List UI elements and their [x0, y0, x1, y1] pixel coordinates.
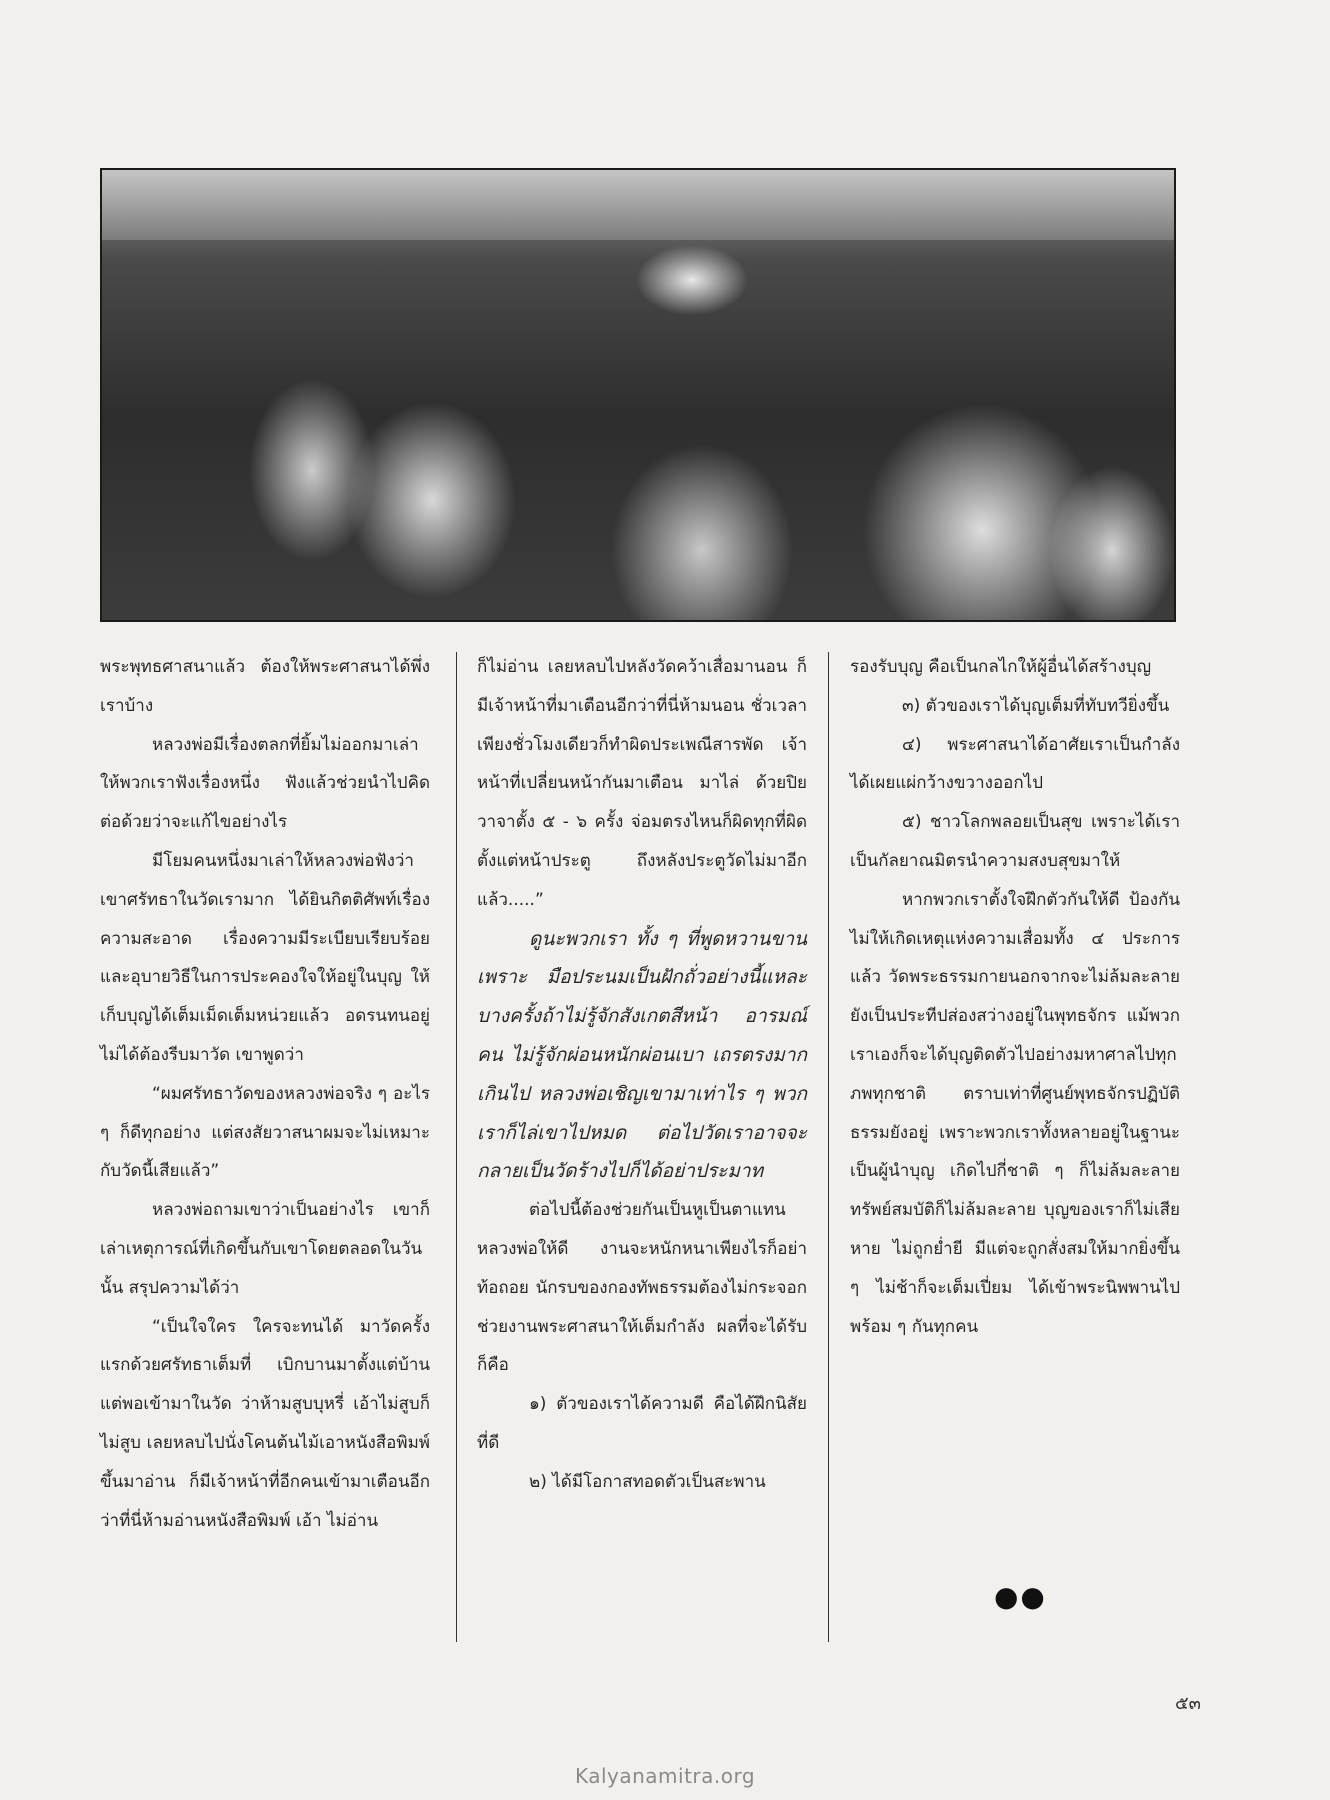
page-number: ๕๓ [1175, 1693, 1201, 1714]
photo-background [102, 170, 1174, 240]
paragraph: ต่อไปนี้ต้องช่วยกันเป็นหูเป็นตาแทนหลวงพ่อให้ดี งานจะหนักหนาเพียงไรก็อย่าท้อถอย นักรบของกองทัพธรรมต้องไม่กระจอก ช่วยงานพระศาสนาให้เต็มกำลัง ผลที่จะได้รับก็คือ [477, 1200, 807, 1376]
ceremony-photo [100, 168, 1176, 622]
column-divider [828, 652, 829, 1642]
text-column-1 [100, 648, 430, 1540]
column-divider [456, 652, 457, 1642]
paragraph: หากพวกเราตั้งใจฝึกตัวกันให้ดี ป้องกันไม่ให้เกิดเหตุแห่งความเสื่อมทั้ง ๔ ประการแล้ว วัดพระธรรมกายนอกจากจะไม่ล้มละลาย ยังเป็นประทีปส่องสว่างอยู่ในพุทธจักร แม้พวกเราเองก็จะได้บุญติดตัวไปอย่างมหาศาลไปทุกภพทุกชาติ ตราบเท่าที่ศูนย์พุทธจักรปฏิบัติธรรมยังอยู่ เพราะพวกเราทั้งหลายอยู่ในฐานะเป็นผู้นำบุญ เกิดไปกี่ชาติ ๆ ก็ไม่ล้มละลาย ทรัพย์สมบัติก็ไม่ล้มละลาย บุญของเราก็ไม่เสียหาย ไม่ถูกย่ำยี มีแต่จะถูกสั่งสมให้มากยิ่งขึ้น ๆ ไม่ช้าก็จะเต็มเปี่ยม ได้เข้าพระนิพพานไปพร้อม ๆ กันทุกคน [850, 889, 1180, 1337]
end-mark: ●● [994, 1580, 1047, 1613]
italic-paragraph: ดูนะพวกเรา ทั้ง ๆ ที่พูดหวานขานเพราะ มือประนมเป็นฝักถั่วอย่างนี้แหละ บางครั้งถ้าไม่รู้จักสังเกตสีหน้า อารมณ์คน ไม่รู้จักผ่อนหนักผ่อนเบา เถรตรงมากเกินไป หลวงพ่อเชิญเขามาเท่าไร ๆ พวกเราก็ไล่เขาไปหมด ต่อไปวัดเราอาจจะกลายเป็นวัดร้างไปก็ได้อย่าประมาท [477, 927, 807, 1183]
list-item: ๓) ตัวของเราได้บุญเต็มที่ทับทวียิ่งขึ้น [902, 695, 1170, 716]
paragraph: หลวงพ่อถามเขาว่าเป็นอย่างไร เขาก็เล่าเหตุการณ์ที่เกิดขึ้นกับเขาโดยตลอดในวันนั้น สรุปความได้ว่า [100, 1200, 430, 1298]
watermark: Kalyanamitra.org [574, 1764, 756, 1788]
paragraph: “ผมศรัทธาวัดของหลวงพ่อจริง ๆ อะไร ๆ ก็ดีทุกอย่าง แต่สงสัยวาสนาผมจะไม่เหมาะกับวัดนี้เสียแล้ว” [100, 1083, 430, 1182]
paragraph: รองรับบุญ คือเป็นกลไกให้ผู้อื่นได้สร้างบุญ [850, 657, 1152, 677]
paragraph: ก็ไม่อ่าน เลยหลบไปหลังวัดคว้าเสื่อมานอน ก็มีเจ้าหน้าที่มาเตือนอีกว่าที่นี่ห้ามนอน ชั่วเวลาเพียงชั่วโมงเดียวก็ทำผิดประเพณีสารพัด เจ้าหน้าที่เปลี่ยนหน้ากันมาเตือน มาไล่ ด้วยปิยวาจาตั้ง ๕ - ๖ ครั้ง จ่อมตรงไหนก็ผิดทุกที่ผิดตั้งแต่หน้าประตู ถึงหลังประตูวัดไม่มาอีกแล้ว.....” [477, 657, 807, 910]
list-item: ๕) ชาวโลกพลอยเป็นสุข เพราะได้เราเป็นกัลยาณมิตรนำความสงบสุขมาให้ [850, 812, 1180, 871]
list-item: ๔) พระศาสนาได้อาศัยเราเป็นกำลัง ได้เผยแผ่กว้างขวางออกไป [850, 734, 1180, 794]
text-column-2 [477, 648, 807, 1502]
paragraph: มีโยมคนหนึ่งมาเล่าให้หลวงพ่อฟังว่า เขาศรัทธาในวัดเรามาก ได้ยินกิตติศัพท์เรื่องความสะอาด เรื่องความมีระเบียบเรียบร้อย และอุบายวิธีในการประคองใจให้อยู่ในบุญ ให้เก็บบุญได้เต็มเม็ดเต็มหน่วยแล้ว อดรนทนอยู่ไม่ได้ต้องรีบมาวัด เขาพูดว่า [100, 850, 430, 1065]
paragraph: หลวงพ่อมีเรื่องตลกที่ยิ้มไม่ออกมาเล่าให้พวกเราฟังเรื่องหนึ่ง ฟังแล้วช่วยนำไปคิดต่อด้วยว่าจะแก้ไขอย่างไร [100, 734, 430, 833]
list-item: ๑) ตัวของเราได้ความดี คือได้ฝึกนิสัยที่ดี [477, 1394, 807, 1453]
paragraph: พระพุทธศาสนาแล้ว ต้องให้พระศาสนาได้พึ่งเราบ้าง [100, 657, 430, 716]
paragraph: “เป็นใจใคร ใครจะทนได้ มาวัดครั้งแรกด้วยศรัทธาเต็มที่ เบิกบานมาตั้งแต่บ้าน แต่พอเข้ามาในวัด ว่าห้ามสูบบุหรี่ เอ้าไม่สูบก็ไม่สูบ เลยหลบไปนั่งโคนต้นไม้เอาหนังสือพิมพ์ขึ้นมาอ่าน ก็มีเจ้าหน้าที่อีกคนเข้ามาเตือนอีก ว่าที่นี่ห้ามอ่านหนังสือพิมพ์ เอ้า ไม่อ่าน [100, 1316, 430, 1531]
text-column-3 [850, 648, 1180, 1346]
list-item: ๒) ได้มีโอกาสทอดตัวเป็นสะพาน [529, 1471, 766, 1492]
